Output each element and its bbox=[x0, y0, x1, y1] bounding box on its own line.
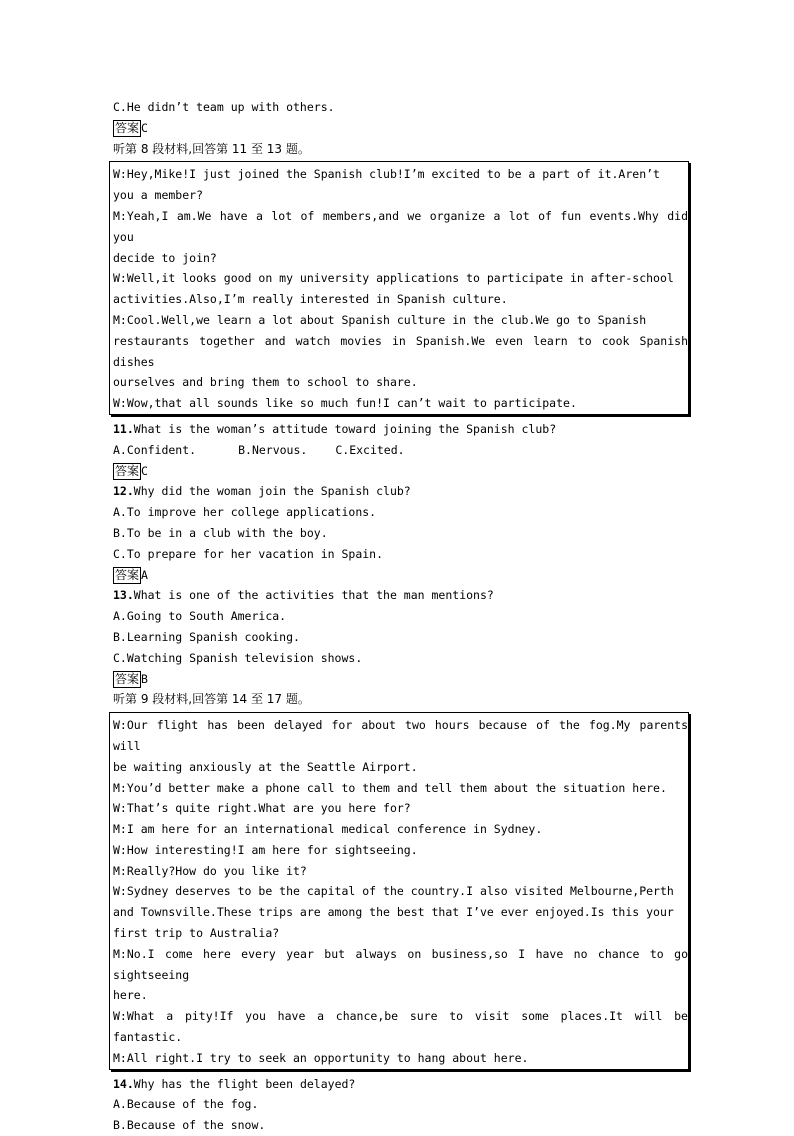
option-b: B.Nervous. bbox=[238, 442, 308, 457]
transcript-line: M:I am here for an international medical conference in Sydney. bbox=[113, 822, 543, 837]
document-page bbox=[113, 97, 693, 1136]
transcript-line: M:You’d better make a phone call to them and tell them about the situation here. bbox=[113, 780, 667, 795]
answer-value: B bbox=[141, 671, 148, 686]
answer-line bbox=[113, 118, 693, 139]
answer-label: 答案 bbox=[115, 671, 140, 686]
answer-value: C bbox=[141, 120, 148, 135]
transcript-line: M:Yeah,I am.We have a lot of members,and we organize a lot of fun events.Why did you bbox=[113, 208, 688, 244]
question bbox=[113, 419, 693, 440]
option-b: B.To be in a club with the boy. bbox=[113, 525, 328, 540]
transcript-line: W:Well,it looks good on my university applications to participate in after-school bbox=[113, 271, 674, 286]
transcript-line: you a member? bbox=[113, 188, 204, 203]
transcript-line: W:Sydney deserves to be the capital of the country.I also visited Melbourne,Perth bbox=[113, 884, 674, 899]
answer-line bbox=[113, 669, 693, 690]
question-text: What is one of the activities that the man mentions? bbox=[133, 588, 494, 603]
transcript-line: here. bbox=[113, 988, 148, 1003]
transcript-line: decide to join? bbox=[113, 250, 217, 265]
transcript-line: W:What a pity!If you have a chance,be sure to visit some places.It will be fantastic. bbox=[113, 1009, 688, 1045]
option-c: C.Excited. bbox=[335, 442, 405, 457]
option-a: A.Confident. bbox=[113, 442, 197, 457]
transcript-line: first trip to Australia? bbox=[113, 926, 280, 941]
transcript-line: M:No.I come here every year but always on business,so I have no chance to go sightseeing bbox=[113, 946, 688, 982]
question-text: What is the woman’s attitude toward joining the Spanish club? bbox=[133, 421, 557, 436]
transcript-line: W:How interesting!I am here for sightseeing. bbox=[113, 842, 418, 857]
option-a: A.Going to South America. bbox=[113, 609, 287, 624]
question bbox=[113, 1074, 693, 1095]
question-text: Why has the flight been delayed? bbox=[133, 1076, 356, 1091]
transcript-line: be waiting anxiously at the Seattle Airport. bbox=[113, 759, 418, 774]
question-text: Why did the woman join the Spanish club? bbox=[133, 484, 411, 499]
option-b: B.Because of the snow. bbox=[113, 1118, 266, 1133]
question bbox=[113, 481, 693, 502]
option-a: A.To improve her college applications. bbox=[113, 505, 377, 520]
answer-line bbox=[113, 565, 693, 586]
option-a: A.Because of the fog. bbox=[113, 1097, 259, 1112]
transcript-line: activities.Also,I’m really interested in Spanish culture. bbox=[113, 292, 508, 307]
transcript-line: ourselves and bring them to school to share. bbox=[113, 375, 418, 390]
transcript-line: M:Cool.Well,we learn a lot about Spanish culture in the club.We go to Spanish bbox=[113, 312, 647, 327]
option-c: C.Watching Spanish television shows. bbox=[113, 650, 363, 665]
transcript-line: M:Really?How do you like it? bbox=[113, 863, 307, 878]
answer-label: 答案 bbox=[115, 463, 140, 478]
transcript-line: restaurants together and watch movies in Spanish.We even learn to cook Spanish dishes bbox=[113, 333, 688, 369]
transcript-line: W:Our flight has been delayed for about two hours because of the fog.My parents will bbox=[113, 718, 688, 753]
transcript-line: M:All right.I try to seek an opportunity to hang about here. bbox=[113, 1050, 529, 1065]
option-b: B.Learning Spanish cooking. bbox=[113, 629, 300, 644]
transcript-box bbox=[109, 161, 689, 415]
question-number: 14. bbox=[113, 1076, 134, 1091]
transcript-line: W:Hey,Mike!I just joined the Spanish club!I’m excited to be a part of it.Aren’t bbox=[113, 167, 660, 182]
transcript-line: W:That’s quite right.What are you here for? bbox=[113, 801, 411, 816]
question-number: 13. bbox=[113, 588, 134, 603]
answer-value: C bbox=[141, 463, 148, 478]
options-inline bbox=[113, 440, 693, 461]
transcript-line: and Townsville.These trips are among the best that I’ve ever enjoyed.Is this your bbox=[113, 905, 674, 920]
answer-value: A bbox=[141, 567, 148, 582]
transcript-line: W:Wow,that all sounds like so much fun!I can’t wait to participate. bbox=[113, 396, 577, 411]
question-number: 12. bbox=[113, 484, 134, 499]
option-c: C.To prepare for her vacation in Spain. bbox=[113, 546, 384, 561]
option-c: C.He didn’t team up with others. bbox=[113, 100, 335, 114]
transcript-box bbox=[109, 712, 689, 1070]
answer-line bbox=[113, 461, 693, 482]
question bbox=[113, 585, 693, 606]
section-heading: 听第 9 段材料,回答第 14 至 17 题。 bbox=[113, 692, 310, 707]
answer-label: 答案 bbox=[115, 120, 140, 135]
question-number: 11. bbox=[113, 421, 134, 436]
answer-label: 答案 bbox=[115, 567, 140, 582]
section-heading: 听第 8 段材料,回答第 11 至 13 题。 bbox=[113, 141, 310, 156]
